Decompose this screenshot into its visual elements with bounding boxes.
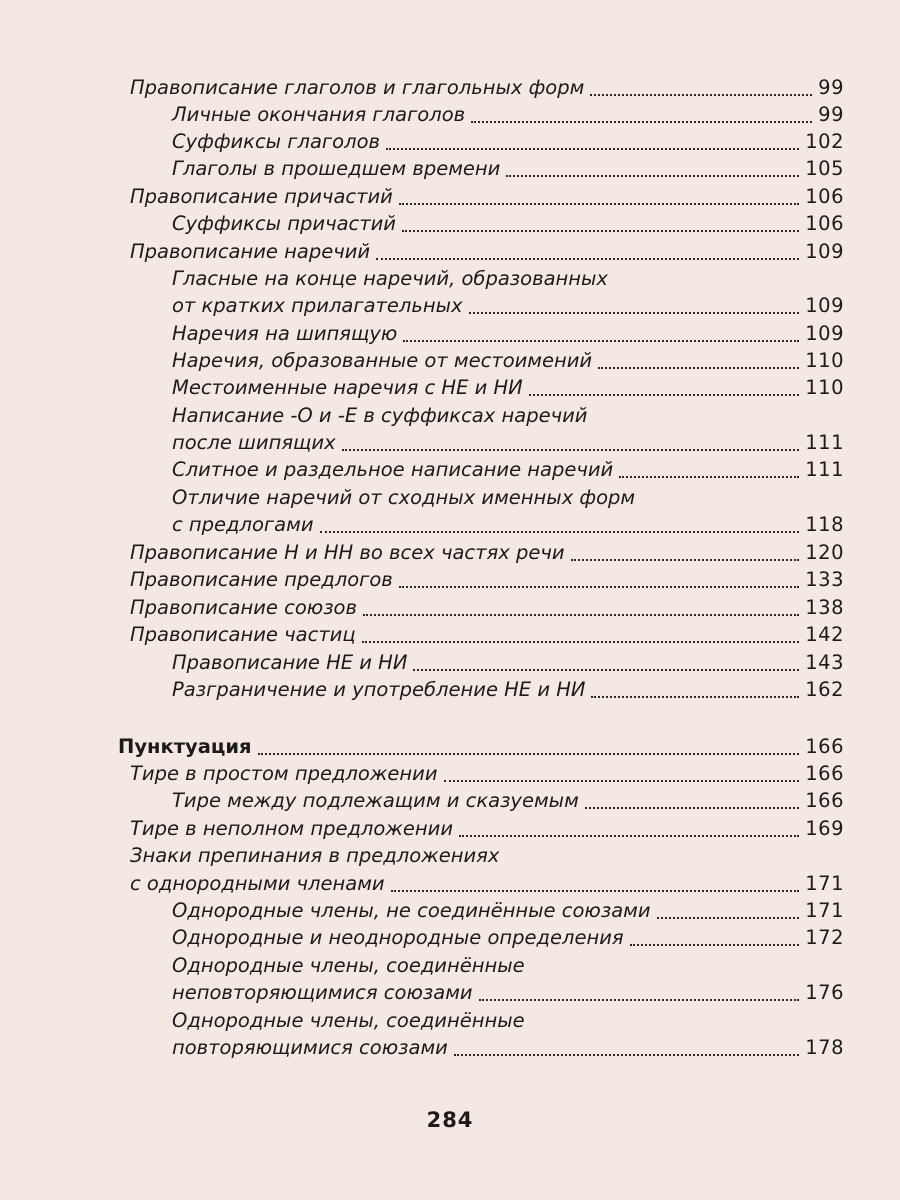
toc-dot-leader: [454, 1053, 799, 1056]
toc-page-number: 118: [805, 513, 844, 536]
toc-section-heading: [0, 733, 900, 761]
toc-entry: [0, 238, 900, 266]
toc-entry-title: Однородные члены, не соединённые союзами: [172, 899, 651, 922]
toc-entry-title: неповторяющимися союзами: [172, 981, 473, 1004]
toc-entry-title: после шипящих: [172, 431, 336, 454]
page-number: 284: [426, 1108, 474, 1132]
toc-entry-title: Наречия на шипящую: [172, 322, 398, 345]
toc-dot-leader: [529, 393, 799, 396]
toc-dot-leader: [258, 752, 799, 755]
toc-page-number: 109: [805, 322, 844, 345]
toc-page-number: 110: [805, 376, 844, 399]
toc-dot-leader: [598, 366, 799, 369]
toc-dot-leader: [363, 613, 799, 616]
toc-page-number: 106: [805, 212, 844, 235]
toc-page-number: 105: [805, 157, 844, 180]
toc-entry: [0, 210, 900, 238]
toc-page-number: 166: [805, 789, 844, 812]
toc-entry-title: Написание -О и -Е в суффиксах наречий: [172, 404, 588, 427]
toc-page-number: 178: [805, 1036, 844, 1059]
toc-page-number: 120: [805, 541, 844, 564]
toc-entry: [0, 1034, 900, 1062]
toc-page-number: 171: [805, 899, 844, 922]
toc-page-number: 99: [818, 103, 844, 126]
toc-entry-title: Правописание союзов: [130, 596, 357, 619]
toc-dot-leader: [471, 120, 812, 123]
toc-entry: [0, 429, 900, 457]
toc-entry-title: Однородные члены, соединённые: [172, 954, 525, 977]
toc-entry: [0, 566, 900, 594]
toc-entry-title: Суффиксы глаголов: [172, 130, 380, 153]
toc-dot-leader: [399, 585, 799, 588]
toc-entry: [0, 74, 900, 102]
toc-page-number: 162: [805, 678, 844, 701]
toc-entry: [0, 815, 900, 843]
toc-page-number: 111: [805, 458, 844, 481]
toc-entry-title: Тире в простом предложении: [130, 762, 438, 785]
toc-entry-title: Гласные на конце наречий, образованных: [172, 267, 608, 290]
toc-dot-leader: [506, 174, 799, 177]
toc-entry: [0, 511, 900, 539]
toc-entry: [0, 292, 900, 320]
toc-entry-title: Наречия, образованные от местоимений: [172, 349, 593, 372]
toc-entry-title: Однородные и неоднородные определения: [172, 926, 624, 949]
toc-dot-leader: [469, 311, 799, 314]
toc-entry-title: Пунктуация: [118, 735, 252, 758]
toc-entry: [0, 183, 900, 211]
toc-entry: [0, 128, 900, 156]
toc-page-number: 110: [805, 349, 844, 372]
toc-page-number: 111: [805, 431, 844, 454]
toc-page-number: 169: [805, 817, 844, 840]
toc-entry-title: повторяющимися союзами: [172, 1036, 448, 1059]
toc-page-number: 166: [805, 735, 844, 758]
toc-dot-leader: [444, 779, 799, 782]
toc-entry: [0, 621, 900, 649]
toc-entry: [0, 155, 900, 183]
toc-entry: [0, 870, 900, 898]
toc-entry-title: Разграничение и употребление НЕ и НИ: [172, 678, 586, 701]
toc-entry: [0, 265, 900, 293]
toc-entry: [0, 952, 900, 980]
toc-entry-title: Личные окончания глаголов: [172, 103, 466, 126]
toc-entry: [0, 402, 900, 430]
toc-entry-title: с предлогами: [172, 513, 314, 536]
toc-entry: [0, 1007, 900, 1035]
toc-entry-title: Тире в неполном предложении: [130, 817, 453, 840]
toc-entry: [0, 456, 900, 484]
toc-dot-leader: [413, 668, 799, 671]
toc-dot-leader: [619, 475, 799, 478]
toc-page-number: 109: [805, 294, 844, 317]
toc-page-number: 172: [805, 926, 844, 949]
toc-entry-title: Тире между подлежащим и сказуемым: [172, 789, 579, 812]
toc-entry-title: Правописание НЕ и НИ: [172, 651, 408, 674]
toc-page-number: 142: [805, 623, 844, 646]
toc-entry: [0, 320, 900, 348]
toc-page-number: 166: [805, 762, 844, 785]
toc-dot-leader: [391, 889, 799, 892]
toc-dot-leader: [591, 695, 799, 698]
toc-entry: [0, 101, 900, 129]
toc-entry: [0, 594, 900, 622]
toc-entry: [0, 787, 900, 815]
toc-entry-title: Однородные члены, соединённые: [172, 1009, 525, 1032]
toc-dot-leader: [402, 229, 799, 232]
toc-entry-title: Правописание глаголов и глагольных форм: [130, 76, 585, 99]
toc-entry: [0, 347, 900, 375]
toc-entry: [0, 897, 900, 925]
toc-dot-leader: [320, 530, 799, 533]
toc-entry-title: от кратких прилагательных: [172, 294, 463, 317]
toc-page-number: 143: [805, 651, 844, 674]
toc-dot-leader: [386, 147, 799, 150]
toc-entry-title: Правописание причастий: [130, 185, 393, 208]
toc-entry: [0, 842, 900, 870]
toc-entry-title: Правописание наречий: [130, 240, 371, 263]
toc-entry-title: Правописание предлогов: [130, 568, 393, 591]
toc-entry-title: Суффиксы причастий: [172, 212, 396, 235]
toc-entry: [0, 924, 900, 952]
toc-page-number: 99: [818, 76, 844, 99]
toc-entry: [0, 539, 900, 567]
toc-dot-leader: [590, 93, 812, 96]
toc-dot-leader: [376, 257, 799, 260]
toc-dot-leader: [342, 448, 799, 451]
toc-dot-leader: [403, 339, 799, 342]
toc-dot-leader: [585, 806, 799, 809]
toc-entry-title: с однородными членами: [130, 872, 385, 895]
toc-entry-title: Правописание частиц: [130, 623, 356, 646]
toc-dot-leader: [630, 943, 799, 946]
toc-page-number: 138: [805, 596, 844, 619]
toc-page-number: 176: [805, 981, 844, 1004]
toc-page-number: 106: [805, 185, 844, 208]
toc-page-number: 102: [805, 130, 844, 153]
toc-dot-leader: [479, 998, 799, 1001]
toc-entry-title: Слитное и раздельное написание наречий: [172, 458, 614, 481]
toc-entry: [0, 979, 900, 1007]
toc-dot-leader: [362, 640, 799, 643]
toc-dot-leader: [657, 916, 799, 919]
toc-dot-leader: [571, 558, 799, 561]
toc-entry: [0, 374, 900, 402]
toc-entry: [0, 760, 900, 788]
toc-page-number: 171: [805, 872, 844, 895]
toc-page-number: 109: [805, 240, 844, 263]
toc-dot-leader: [459, 834, 799, 837]
toc-entry: [0, 676, 900, 704]
toc-dot-leader: [399, 202, 799, 205]
toc-entry-title: Местоименные наречия с НЕ и НИ: [172, 376, 523, 399]
toc-entry-title: Правописание Н и НН во всех частях речи: [130, 541, 565, 564]
toc-entry-title: Глаголы в прошедшем времени: [172, 157, 501, 180]
toc-entry: [0, 649, 900, 677]
toc-entry-title: Отличие наречий от сходных именных форм: [172, 486, 636, 509]
toc-page-number: 133: [805, 568, 844, 591]
toc-entry: [0, 484, 900, 512]
toc-entry-title: Знаки препинания в предложениях: [130, 844, 500, 867]
